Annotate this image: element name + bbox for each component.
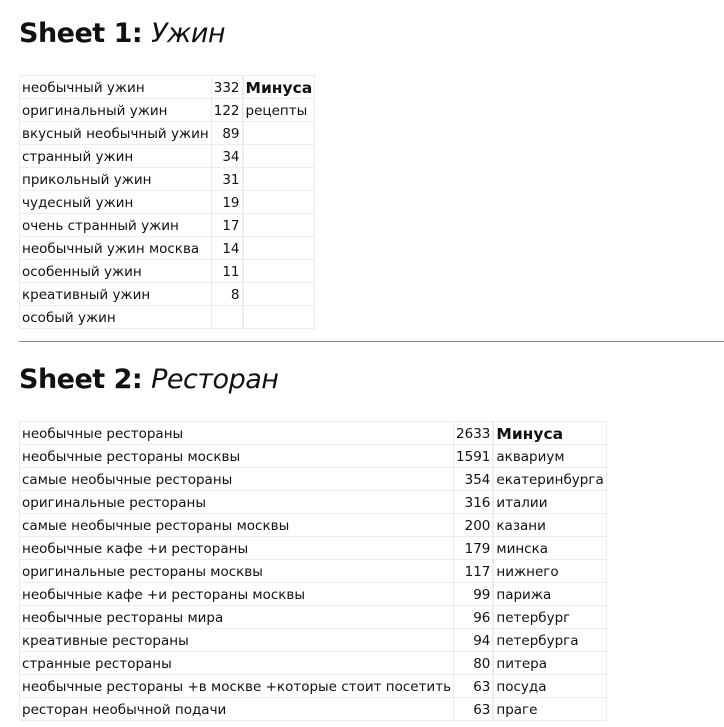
minus-cell[interactable]: парижа: [494, 583, 606, 606]
count-cell[interactable]: 8: [211, 283, 242, 306]
table-row: [20, 168, 315, 191]
table-row: [20, 468, 607, 491]
keyword-cell[interactable]: оригинальные рестораны москвы: [20, 560, 454, 583]
count-cell[interactable]: 1591: [454, 445, 493, 468]
keyword-cell[interactable]: странный ужин: [20, 145, 212, 168]
count-cell[interactable]: 31: [211, 168, 242, 191]
minus-cell[interactable]: посуда: [494, 675, 606, 698]
keyword-cell[interactable]: необычные рестораны мира: [20, 606, 454, 629]
sheet-1-title-prefix: Sheet 1:: [19, 18, 152, 49]
count-cell[interactable]: 34: [211, 145, 242, 168]
count-cell[interactable]: [211, 306, 242, 329]
minus-cell[interactable]: питера: [494, 652, 606, 675]
table-row: [20, 583, 607, 606]
count-cell[interactable]: 19: [211, 191, 242, 214]
count-cell[interactable]: 63: [454, 675, 493, 698]
sheet-2-table: [19, 421, 607, 721]
minus-cell[interactable]: [243, 191, 315, 214]
count-cell[interactable]: 99: [454, 583, 493, 606]
table-row: [20, 445, 607, 468]
minus-header-cell[interactable]: Минуса: [494, 422, 606, 445]
count-cell[interactable]: 2633: [454, 422, 493, 445]
minus-cell[interactable]: петербурга: [494, 629, 606, 652]
keyword-cell[interactable]: странные рестораны: [20, 652, 454, 675]
minus-cell[interactable]: аквариум: [494, 445, 606, 468]
count-cell[interactable]: 63: [454, 698, 493, 721]
sheet-2-title: [19, 364, 278, 396]
table-row: [20, 191, 315, 214]
minus-header-cell[interactable]: Минуса: [243, 76, 315, 99]
sheet-1-table: [19, 75, 315, 329]
table-row: [20, 514, 607, 537]
table-row: [20, 99, 315, 122]
keyword-cell[interactable]: необычный ужин: [20, 76, 212, 99]
minus-cell[interactable]: екатеринбурга: [494, 468, 606, 491]
minus-cell[interactable]: петербург: [494, 606, 606, 629]
keyword-cell[interactable]: вкусный необычный ужин: [20, 122, 212, 145]
table-row: [20, 537, 607, 560]
table-row: [20, 145, 315, 168]
minus-cell[interactable]: минска: [494, 537, 606, 560]
table-row: [20, 491, 607, 514]
table-row: [20, 283, 315, 306]
minus-cell[interactable]: италии: [494, 491, 606, 514]
table-row: [20, 76, 315, 99]
sheet-2-title-prefix: Sheet 2:: [19, 364, 152, 395]
table-row: [20, 214, 315, 237]
count-cell[interactable]: 17: [211, 214, 242, 237]
count-cell[interactable]: 89: [211, 122, 242, 145]
count-cell[interactable]: 354: [454, 468, 493, 491]
sheet-divider: [19, 341, 724, 342]
keyword-cell[interactable]: особый ужин: [20, 306, 212, 329]
keyword-cell[interactable]: прикольный ужин: [20, 168, 212, 191]
table-row: [20, 422, 607, 445]
table-row: [20, 237, 315, 260]
table-row: [20, 606, 607, 629]
count-cell[interactable]: 80: [454, 652, 493, 675]
count-cell[interactable]: 96: [454, 606, 493, 629]
keyword-cell[interactable]: самые необычные рестораны: [20, 468, 454, 491]
keyword-cell[interactable]: самые необычные рестораны москвы: [20, 514, 454, 537]
count-cell[interactable]: 316: [454, 491, 493, 514]
table-row: [20, 629, 607, 652]
table-row: [20, 652, 607, 675]
minus-cell[interactable]: казани: [494, 514, 606, 537]
count-cell[interactable]: 200: [454, 514, 493, 537]
minus-cell[interactable]: [243, 168, 315, 191]
sheet-2-title-name: Ресторан: [151, 364, 279, 395]
keyword-cell[interactable]: необычные рестораны: [20, 422, 454, 445]
minus-cell[interactable]: [243, 283, 315, 306]
minus-cell[interactable]: [243, 214, 315, 237]
minus-cell[interactable]: [243, 122, 315, 145]
sheet-2: [19, 364, 604, 718]
minus-cell[interactable]: [243, 306, 315, 329]
keyword-cell[interactable]: чудесный ужин: [20, 191, 212, 214]
minus-cell[interactable]: [243, 145, 315, 168]
count-cell[interactable]: 332: [211, 76, 242, 99]
count-cell[interactable]: 11: [211, 260, 242, 283]
minus-cell[interactable]: [243, 237, 315, 260]
keyword-cell[interactable]: необычные кафе +и рестораны: [20, 537, 454, 560]
table-row: [20, 122, 315, 145]
minus-cell[interactable]: [243, 260, 315, 283]
minus-cell[interactable]: нижнего: [494, 560, 606, 583]
keyword-cell[interactable]: оригинальный ужин: [20, 99, 212, 122]
keyword-cell[interactable]: необычные рестораны +в москве +которые стоит посетить: [20, 675, 454, 698]
keyword-cell[interactable]: ресторан необычной подачи: [20, 698, 454, 721]
table-row: [20, 675, 607, 698]
table-row: [20, 560, 607, 583]
keyword-cell[interactable]: необычный ужин москва: [20, 237, 212, 260]
sheet-1-title-name: Ужин: [151, 18, 226, 49]
count-cell[interactable]: 14: [211, 237, 242, 260]
table-row: [20, 698, 607, 721]
count-cell[interactable]: 179: [454, 537, 493, 560]
table-row: [20, 260, 315, 283]
keyword-cell[interactable]: креативный ужин: [20, 283, 212, 306]
sheet-1: [19, 18, 313, 326]
minus-cell[interactable]: рецепты: [243, 99, 315, 122]
keyword-cell[interactable]: креативные рестораны: [20, 629, 454, 652]
keyword-cell[interactable]: необычные рестораны москвы: [20, 445, 454, 468]
keyword-cell[interactable]: оригинальные рестораны: [20, 491, 454, 514]
keyword-cell[interactable]: особенный ужин: [20, 260, 212, 283]
keyword-cell[interactable]: необычные кафе +и рестораны москвы: [20, 583, 454, 606]
count-cell[interactable]: 94: [454, 629, 493, 652]
count-cell[interactable]: 122: [211, 99, 242, 122]
sheet-1-title: [19, 18, 225, 50]
count-cell[interactable]: 117: [454, 560, 493, 583]
minus-cell[interactable]: праге: [494, 698, 606, 721]
keyword-cell[interactable]: очень странный ужин: [20, 214, 212, 237]
table-row: [20, 306, 315, 329]
